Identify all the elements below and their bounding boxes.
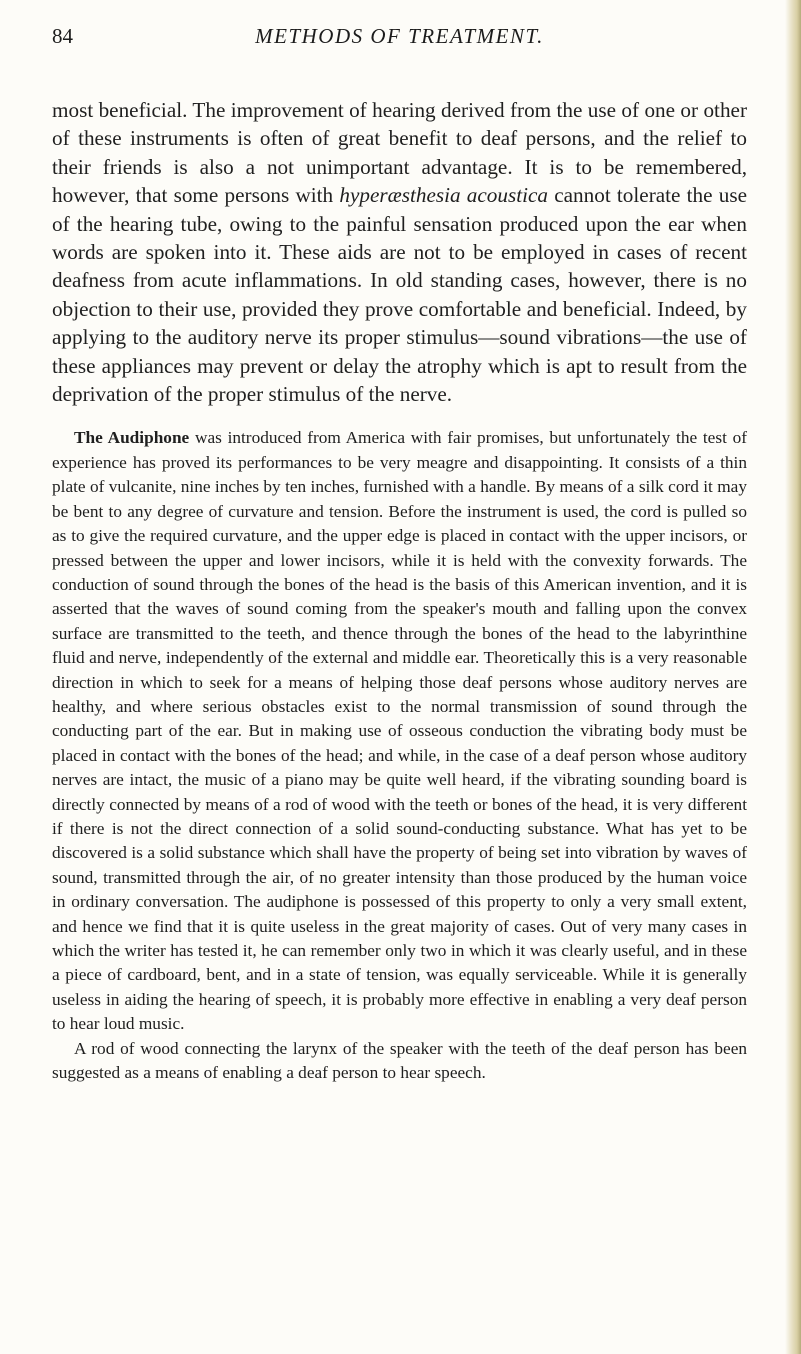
paragraph-audiphone [52, 426, 747, 1036]
italic-term: hyperæsthesia acoustica [339, 183, 549, 208]
paragraph-text: A rod of wood connecting the larynx of the speaker with the teeth of the deaf person has been suggested as a means of enabling a deaf person to hear speech. [52, 1038, 747, 1083]
running-title: METHODS OF TREATMENT. [255, 24, 544, 48]
page-edge-shadow [785, 0, 801, 1354]
paragraph-text: cannot tolerate the use of the hearing tube, owing to the painful sensation produced upon the ear when words are spoken into it. These aids are not to be employed in cases of recent deafness from acute inflammations. In old standing cases, however, there is no objection to their use, provided they prove comfortable and beneficial. Indeed, by applying to the auditory nerve its proper stimulus—sound vibrations—the use of these appliances may prevent or delay the atrophy which is apt to result from the deprivation of the proper stimulus of the nerve. [52, 183, 747, 407]
paragraph-text: most beneficial. The improvement of hearing derived from the use of one or other of these instruments is often of great benefit to deaf persons, and the relief to their friends is also a not unimportant advantage. It is to be remembered, however, that some persons with [52, 98, 747, 208]
paragraph-hearing-aids [52, 96, 747, 408]
page-header [52, 20, 747, 54]
page-number: 84 [52, 24, 73, 48]
paragraph-wooden-rod [52, 1037, 747, 1086]
page-body [52, 96, 747, 1085]
paragraph-text: was introduced from America with fair promises, but unfortunately the test of experience has proved its performances to be very meagre and disappointing. It consists of a thin plate of vulcanite, nine inches by ten inches, furnished with a handle. By means of a silk cord it may be bent to any degree of curvature and tension. Before the instrument is used, the cord is pulled so as to give the required curvature, and the upper edge is placed in contact with the upper incisors, or pressed between the upper and lower incisors, while it is held with the convexity forwards. The conduction of sound through the bones of the head is the basis of this American invention, and it is asserted that the waves of sound coming from the speaker's mouth and falling upon the convex surface are transmitted to the teeth, and thence through the bones of the head to the labyrinthine fluid and nerve, independently of the external and middle ear. Theoretically this is a very reasonable direction in which to seek for a means of helping those deaf persons whose auditory nerves are healthy, and where serious obstacles exist to the normal transmission of sound through the conducting part of the ear. But in making use of osseous conduction the vibrating body must be placed in contact with the bones of the head; and while, in the case of a deaf person whose auditory nerves are intact, the music of a piano may be quite well heard, if the vibrating sounding board is directly connected by means of a rod of wood with the teeth or bones of the head, it is very different if there is not the direct connection of a solid sound-conducting substance. What has yet to be discovered is a solid substance which shall have the property of being set into vibration by waves of sound, transmitted through the air, of no greater intensity than those produced by the human voice in ordinary conversation. The audiphone is possessed of this property to only a very small extent, and hence we find that it is quite useless in the great majority of cases. Out of very many cases in which the writer has tested it, he can remember only two in which it was clearly useful, and in these a piece of cardboard, bent, and in a state of tension, was equally serviceable. While it is generally useless in aiding the hearing of speech, it is probably more effective in enabling a very deaf person to hear loud music. [52, 428, 747, 1034]
section-run-in-heading: The Audiphone [74, 428, 190, 448]
